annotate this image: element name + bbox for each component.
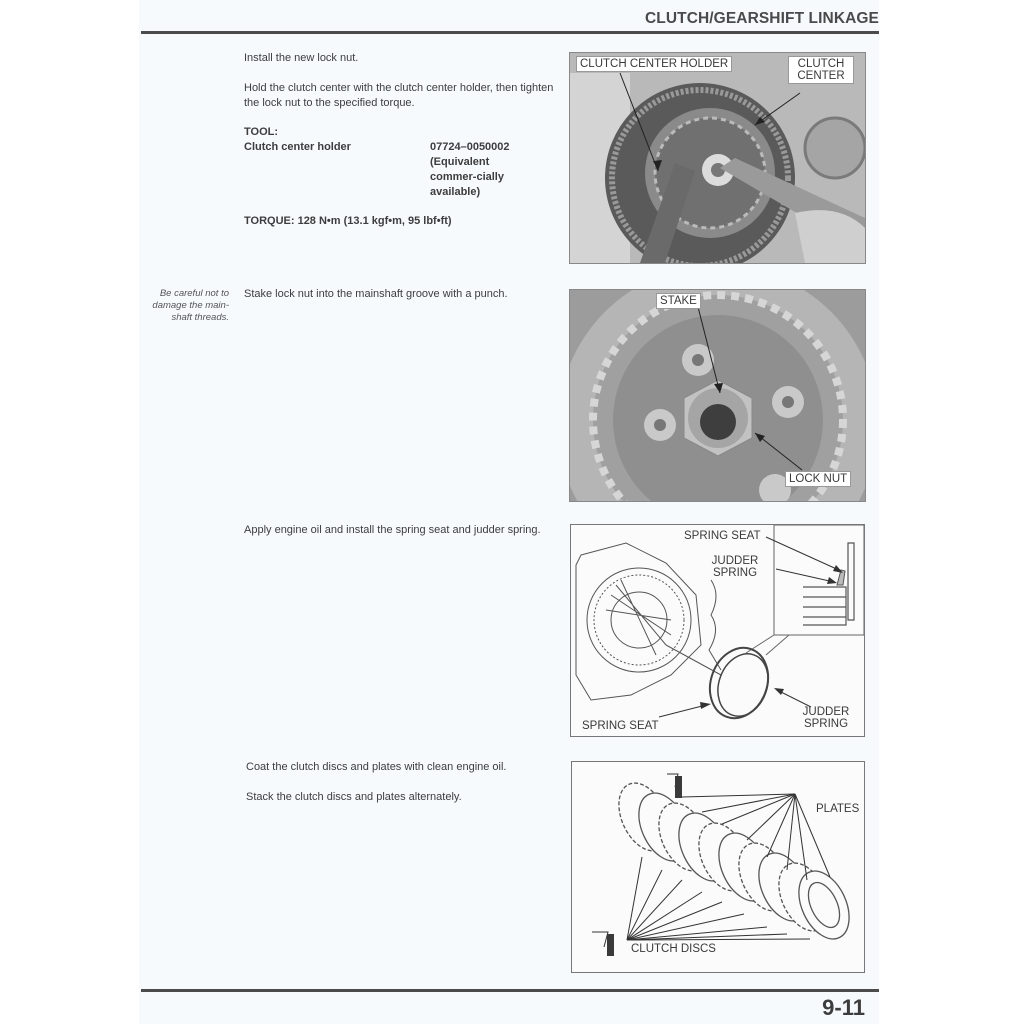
label-judder-spring-inset: JUDDER SPRING bbox=[711, 555, 759, 579]
step-install-lock-nut bbox=[244, 51, 559, 229]
tool-part-number: 07724–0050002 bbox=[430, 141, 510, 153]
label-lock-nut: LOCK NUT bbox=[785, 471, 851, 487]
section-title: CLUTCH/GEARSHIFT LINKAGE bbox=[644, 10, 879, 27]
label-judder-spring: JUDDER SPRING bbox=[802, 706, 850, 730]
clutch-disc-stack-diagram bbox=[572, 762, 864, 972]
lock-nut-photo-illustration bbox=[570, 290, 865, 501]
instruction-text: Apply engine oil and install the spring seat and judder spring. bbox=[244, 524, 541, 536]
step-spring-seat bbox=[244, 523, 544, 538]
instruction-text: Install the new lock nut. bbox=[244, 52, 359, 64]
label-plates: PLATES bbox=[816, 803, 860, 815]
tool-heading: TOOL: bbox=[244, 126, 279, 138]
photo-stake-lock-nut bbox=[569, 289, 866, 502]
step-stake-lock-nut bbox=[244, 287, 554, 302]
diagram-spring-seat-judder-spring bbox=[570, 524, 865, 737]
instruction-text: Stake lock nut into the mainshaft groove with a punch. bbox=[244, 288, 508, 300]
footer-rule bbox=[141, 989, 879, 992]
tool-name: Clutch center holder bbox=[244, 141, 351, 153]
tool-spec bbox=[244, 140, 559, 200]
label-spring-seat: SPRING SEAT bbox=[582, 720, 659, 732]
clutch-photo-illustration bbox=[570, 53, 865, 263]
label-clutch-center: CLUTCH CENTER bbox=[788, 56, 854, 84]
tool-note: (Equivalent commer-cially available) bbox=[430, 156, 504, 198]
page-number: 9-11 bbox=[822, 995, 865, 1020]
photo-clutch-center-holder bbox=[569, 52, 866, 264]
label-clutch-discs: CLUTCH DISCS bbox=[631, 943, 716, 955]
label-spring-seat-inset: SPRING SEAT bbox=[684, 530, 761, 542]
torque-spec: TORQUE: 128 N•m (13.1 kgf•m, 95 lbf•ft) bbox=[244, 215, 452, 227]
caution-note: Be careful not to damage the main-shaft threads. bbox=[152, 288, 229, 323]
instruction-text: Hold the clutch center with the clutch center holder, then tighten the lock nut to the specified torque. bbox=[244, 82, 554, 109]
instruction-text: Stack the clutch discs and plates alternately. bbox=[246, 791, 462, 803]
manual-page bbox=[139, 0, 879, 1024]
label-clutch-center-holder: CLUTCH CENTER HOLDER bbox=[576, 56, 732, 72]
label-stake: STAKE bbox=[656, 293, 701, 309]
diagram-clutch-disc-stack bbox=[571, 761, 865, 973]
instruction-text: Coat the clutch discs and plates with clean engine oil. bbox=[246, 761, 507, 773]
step-clutch-discs bbox=[246, 760, 566, 805]
header-rule bbox=[141, 31, 879, 34]
